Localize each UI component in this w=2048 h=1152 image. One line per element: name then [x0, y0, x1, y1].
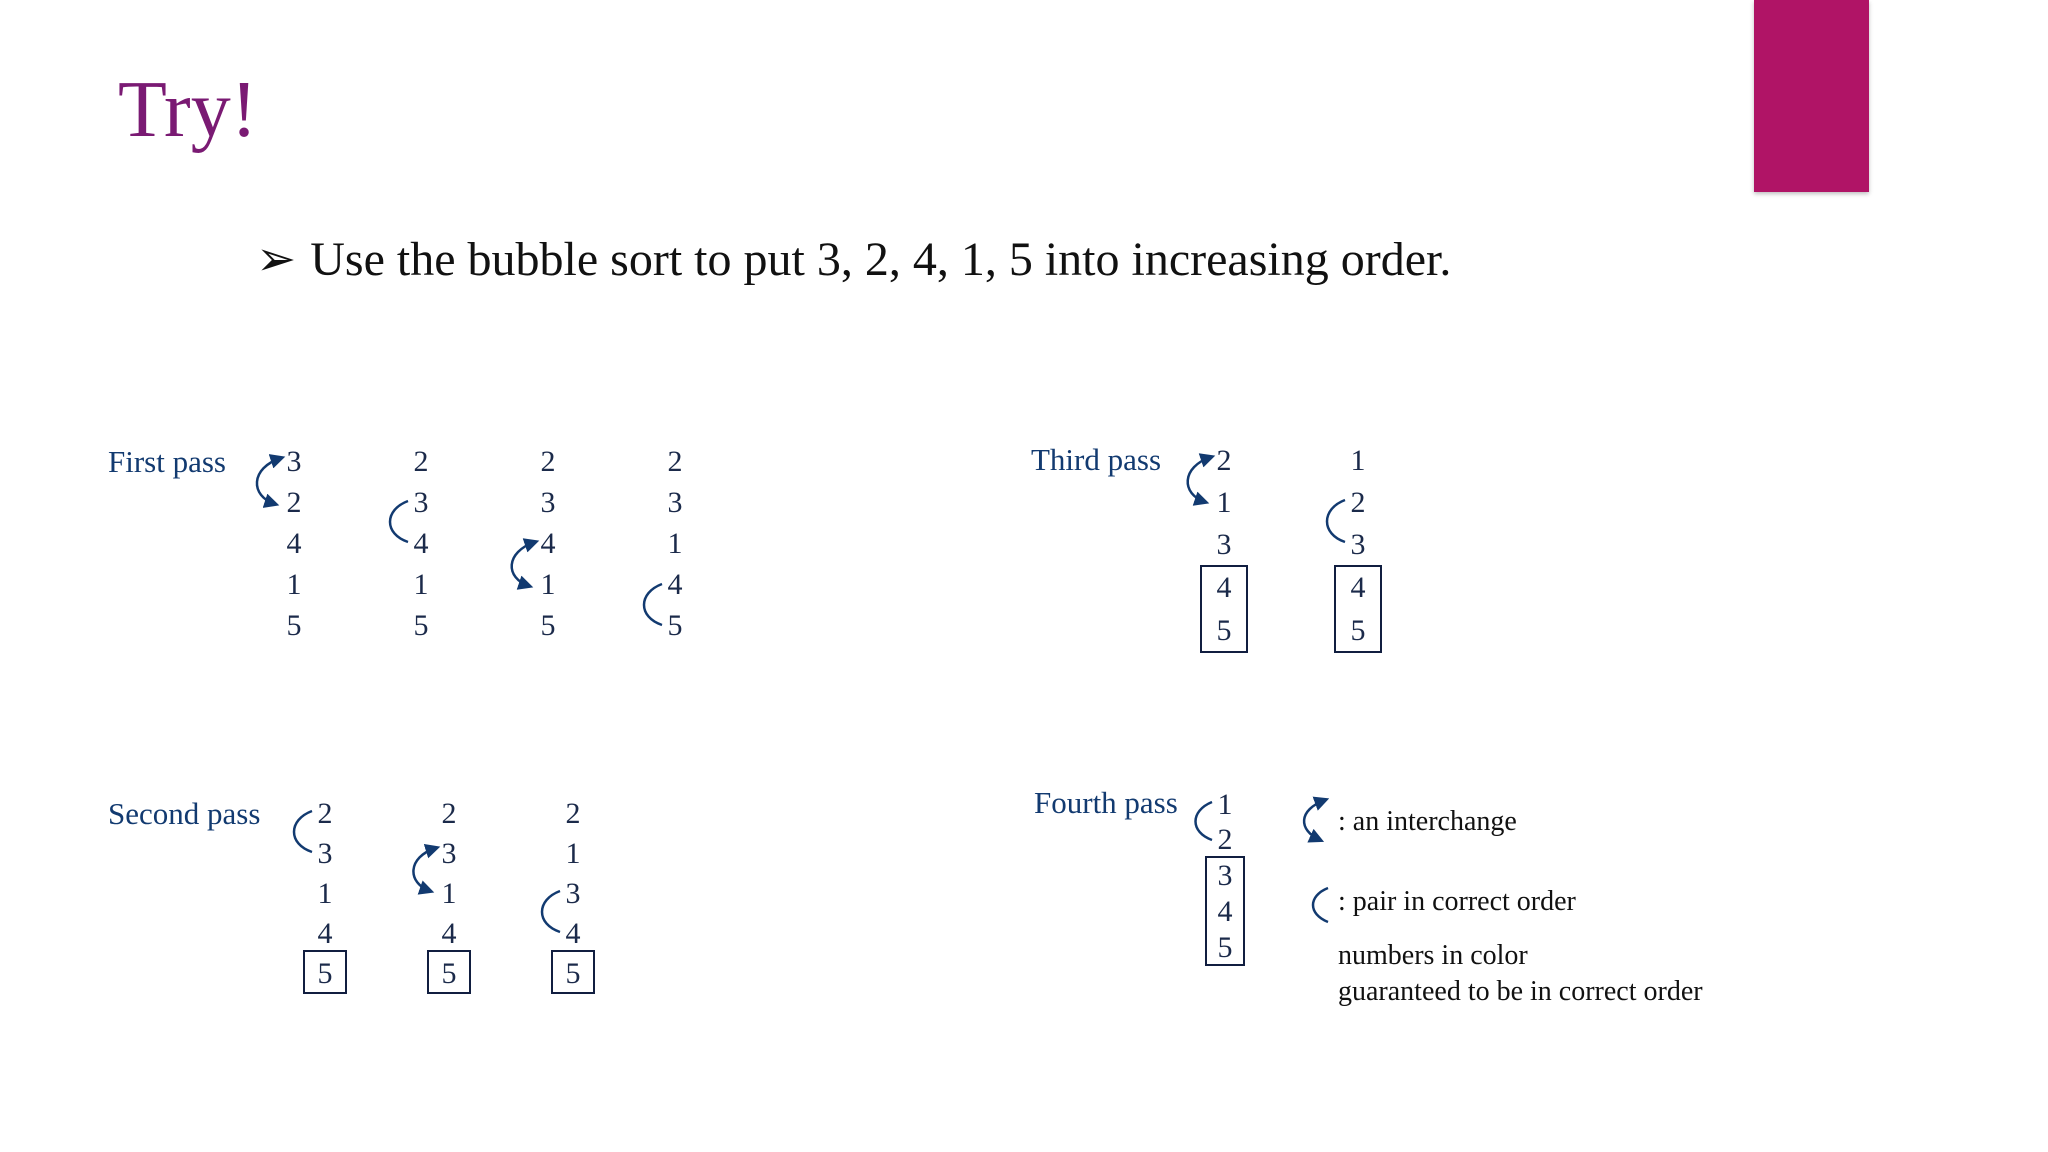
correct-order-arc: [390, 501, 408, 542]
number-cell: 2: [565, 797, 581, 830]
number-cell: 5: [1217, 931, 1233, 964]
number-cell: 2: [413, 445, 429, 478]
number-cell: 4: [413, 527, 429, 560]
number-cell: 1: [565, 837, 581, 870]
interchange-arrow: [413, 848, 436, 891]
number-cell: 4: [441, 917, 457, 950]
number-cell: 3: [317, 837, 333, 870]
number-cell: 1: [286, 568, 302, 601]
third-pass-col-1: [1201, 444, 1247, 652]
number-cell: 2: [540, 445, 556, 478]
number-cell: 4: [1216, 571, 1232, 604]
number-cell: 2: [441, 797, 457, 830]
number-cell: 4: [1350, 571, 1366, 604]
number-cell: 3: [565, 877, 581, 910]
number-cell: 5: [667, 609, 683, 642]
fourth-pass-col-1: [1206, 788, 1244, 965]
number-cell: 5: [1350, 614, 1366, 647]
number-cell: 3: [286, 445, 302, 478]
number-cell: 2: [1217, 823, 1233, 856]
number-cell: 1: [1216, 486, 1232, 519]
first-pass-label: First pass: [108, 444, 226, 479]
number-cell: 3: [441, 837, 457, 870]
correct-order-arc: [1327, 500, 1345, 542]
correct-order-arc: [294, 811, 312, 852]
second-pass-col-2: [428, 797, 470, 993]
number-cell: 5: [317, 957, 333, 990]
first-pass-col-4: [668, 445, 683, 642]
interchange-legend-icon: [1304, 800, 1325, 840]
slide-title: Try!: [118, 66, 258, 154]
number-cell: 1: [667, 527, 683, 560]
arrow-bullet-icon: ➢: [256, 233, 297, 286]
number-cell: 1: [1350, 444, 1366, 477]
number-cell: 5: [286, 609, 302, 642]
legend-correct-order: : pair in correct order: [1338, 886, 1576, 917]
number-cell: 5: [540, 609, 556, 642]
number-cell: 1: [540, 568, 556, 601]
number-cell: 4: [565, 917, 581, 950]
fourth-pass-label: Fourth pass: [1034, 785, 1178, 820]
number-cell: 4: [286, 527, 302, 560]
number-cell: 3: [1217, 859, 1233, 892]
number-cell: 1: [317, 877, 333, 910]
interchange-arrow: [257, 458, 281, 504]
number-cell: 3: [1350, 528, 1366, 561]
third-pass-label: Third pass: [1031, 442, 1162, 477]
number-cell: 5: [441, 957, 457, 990]
legend-color-line-1: numbers in color: [1338, 940, 1528, 971]
number-cell: 1: [1217, 788, 1233, 821]
second-pass-col-3: [552, 797, 594, 993]
correct-order-legend-icon: [1313, 888, 1328, 922]
number-cell: 3: [413, 486, 429, 519]
number-cell: 3: [667, 486, 683, 519]
third-pass-col-2: [1335, 444, 1381, 652]
number-cell: 4: [317, 917, 333, 950]
number-cell: 3: [540, 486, 556, 519]
first-pass-col-2: [414, 445, 429, 642]
first-pass-col-1: [287, 445, 302, 642]
number-cell: 2: [1216, 444, 1232, 477]
number-cell: 5: [565, 957, 581, 990]
number-cell: 5: [413, 609, 429, 642]
number-cell: 4: [540, 527, 556, 560]
correct-order-arc: [644, 584, 662, 625]
second-pass-col-1: [304, 797, 346, 993]
legend-interchange: : an interchange: [1338, 806, 1517, 837]
number-cell: 5: [1216, 614, 1232, 647]
bullet-text: Use the bubble sort to put 3, 2, 4, 1, 5 into increasing order.: [310, 233, 1452, 286]
legend-color-line-2: guaranteed to be in correct order: [1338, 976, 1703, 1007]
number-cell: 2: [286, 486, 302, 519]
number-cell: 4: [1217, 895, 1233, 928]
number-cell: 2: [317, 797, 333, 830]
correct-order-arc: [1196, 802, 1213, 840]
number-cell: 4: [667, 568, 683, 601]
first-pass-col-3: [541, 445, 556, 642]
second-pass-label: Second pass: [108, 796, 261, 831]
number-cell: 2: [667, 445, 683, 478]
number-cell: 1: [441, 877, 457, 910]
number-cell: 1: [413, 568, 429, 601]
number-cell: 2: [1350, 486, 1366, 519]
interchange-arrow: [1188, 457, 1211, 502]
interchange-arrow: [512, 542, 535, 586]
correct-order-arc: [542, 891, 560, 932]
number-cell: 3: [1216, 528, 1232, 561]
